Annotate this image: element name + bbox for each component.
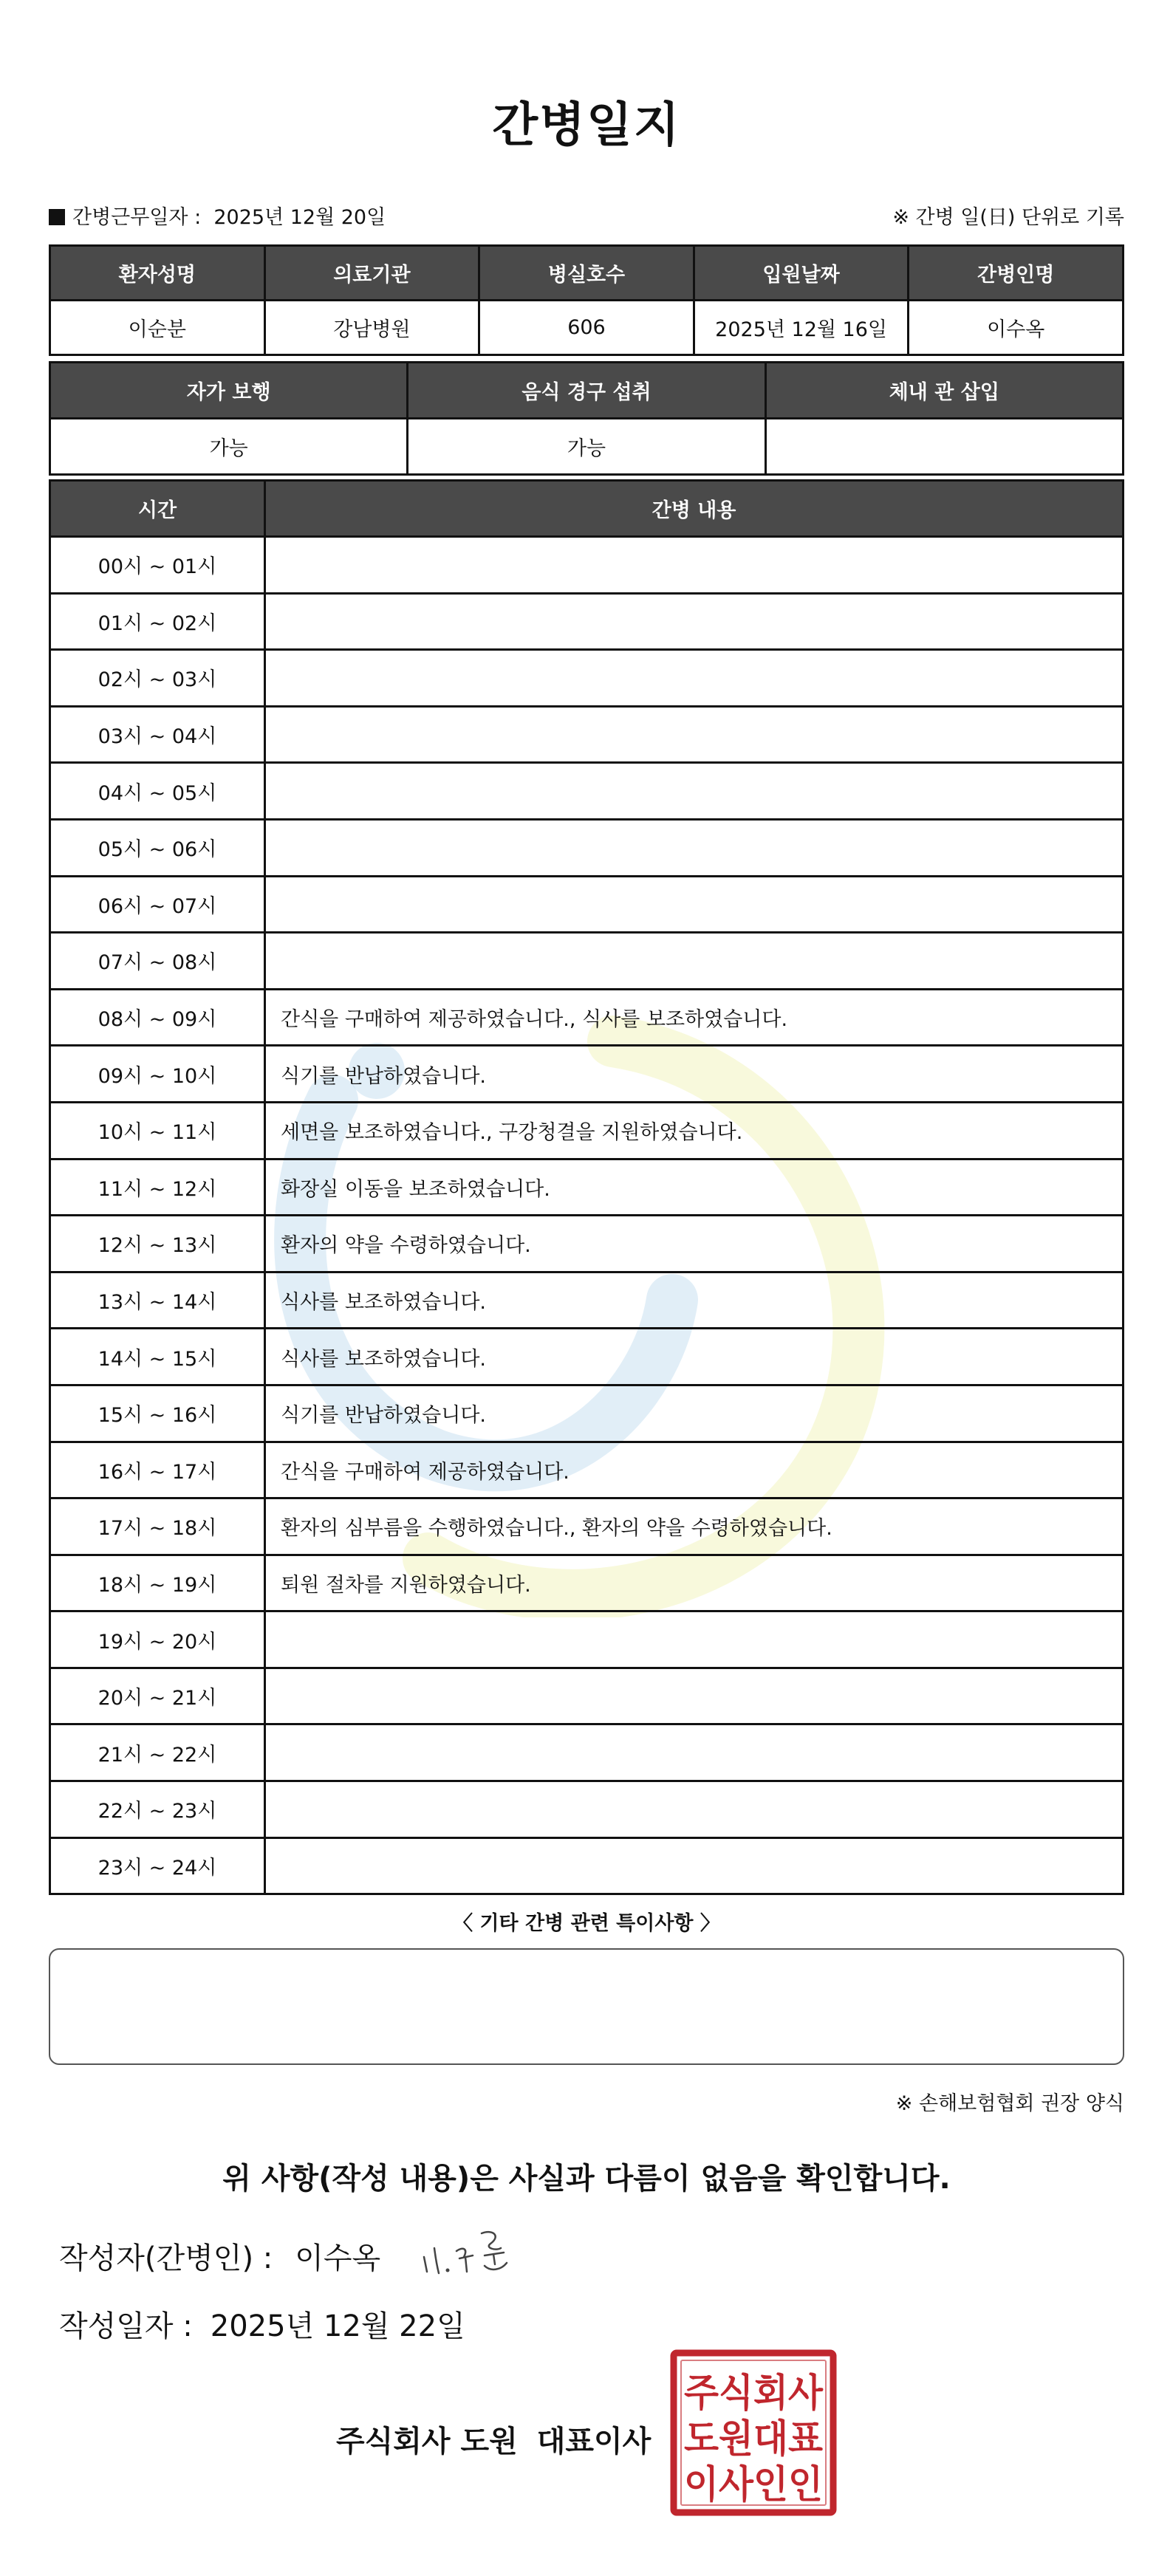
meta-row: [49, 201, 1124, 232]
log-row: [50, 593, 1124, 650]
log-time-cell: 01시 ~ 02시: [50, 593, 265, 650]
log-content-cell: [265, 819, 1124, 876]
written-date-label: 작성일자 :: [59, 2309, 193, 2343]
work-date-label: 간병근무일자 :: [72, 206, 202, 229]
log-content-cell: 환자의 약을 수령하였습니다.: [265, 1216, 1124, 1272]
log-content-cell: 간식을 구매하여 제공하였습니다.: [265, 1442, 1124, 1498]
self-walking-value: 가능: [50, 419, 408, 475]
log-content-cell: [265, 650, 1124, 707]
patient-value-row: [50, 301, 1124, 355]
log-content-cell: 간식을 구매하여 제공하였습니다., 식사를 보조하였습니다.: [265, 989, 1124, 1046]
log-time-cell: 11시 ~ 12시: [50, 1159, 265, 1216]
log-time-cell: 19시 ~ 20시: [50, 1611, 265, 1668]
log-row: [50, 1272, 1124, 1329]
svg-text:이사인인: 이사인인: [684, 2463, 823, 2507]
log-row: [50, 1159, 1124, 1216]
log-time-cell: 14시 ~ 15시: [50, 1329, 265, 1385]
log-row: [50, 1611, 1124, 1668]
tube-insertion-value: [765, 419, 1123, 475]
patient-name: 이순분: [50, 301, 265, 355]
log-time-cell: 10시 ~ 11시: [50, 1102, 265, 1159]
caregiver-name: 이수옥: [909, 301, 1124, 355]
log-time-cell: 06시 ~ 07시: [50, 876, 265, 933]
log-row: [50, 933, 1124, 990]
admission-date: 2025년 12월 16일: [694, 301, 909, 355]
log-row: [50, 1329, 1124, 1385]
log-row: [50, 537, 1124, 594]
patient-status-table: [49, 361, 1124, 476]
log-header-row: [50, 481, 1124, 537]
log-content-cell: [265, 933, 1124, 990]
log-time-cell: 22시 ~ 23시: [50, 1781, 265, 1838]
log-row: [50, 650, 1124, 707]
patient-info-table: [49, 244, 1124, 356]
writer-label: 작성자(간병인) :: [59, 2241, 273, 2275]
confirmation-text: 위 사항(작성 내용)은 사실과 다름이 없음을 확인합니다.: [222, 2162, 951, 2196]
header-care-content: 간병 내용: [265, 481, 1124, 537]
log-content-cell: 식사를 보조하였습니다.: [265, 1329, 1124, 1385]
header-patient-name: 환자성명: [50, 246, 265, 301]
log-time-cell: 09시 ~ 10시: [50, 1046, 265, 1103]
log-time-cell: 13시 ~ 14시: [50, 1272, 265, 1329]
log-row: [50, 1668, 1124, 1724]
log-row: [50, 1046, 1124, 1103]
special-notes-box: [49, 1948, 1124, 2065]
log-time-cell: 16시 ~ 17시: [50, 1442, 265, 1498]
room-number: 606: [479, 301, 694, 355]
company-name: 주식회사 도원: [336, 2425, 518, 2459]
log-time-cell: 00시 ~ 01시: [50, 537, 265, 594]
log-row: [50, 1442, 1124, 1498]
header-oral-intake: 음식 경구 섭취: [408, 363, 765, 419]
record-unit-note: ※ 간병 일(日) 단위로 기록: [892, 206, 1124, 229]
log-content-cell: [265, 1611, 1124, 1668]
log-content-cell: 식사를 보조하였습니다.: [265, 1272, 1124, 1329]
header-self-walking: 자가 보행: [50, 363, 408, 419]
work-date-line: [49, 201, 386, 230]
log-time-cell: 03시 ~ 04시: [50, 706, 265, 763]
square-bullet-icon: [49, 209, 65, 225]
log-content-cell: [265, 763, 1124, 820]
log-content-cell: [265, 537, 1124, 594]
log-time-cell: 08시 ~ 09시: [50, 989, 265, 1046]
writer-name: 이수옥: [295, 2241, 381, 2275]
log-row: [50, 706, 1124, 763]
recommend-note: ※ 손해보험협회 권장 양식: [895, 2092, 1124, 2115]
log-content-cell: 환자의 심부름을 수행하였습니다., 환자의 약을 수령하였습니다.: [265, 1498, 1124, 1555]
header-caregiver: 간병인명: [909, 246, 1124, 301]
status-header-row: [50, 363, 1124, 419]
written-date-line: [59, 2303, 465, 2345]
log-content-cell: 세면을 보조하였습니다., 구강청결을 지원하였습니다.: [265, 1102, 1124, 1159]
hospital-name: 강남병원: [264, 301, 479, 355]
log-body: [50, 537, 1124, 1894]
header-time: 시간: [50, 481, 265, 537]
log-content-cell: [265, 876, 1124, 933]
log-row: [50, 1216, 1124, 1272]
log-time-cell: 17시 ~ 18시: [50, 1498, 265, 1555]
log-content-cell: 식기를 반납하였습니다.: [265, 1046, 1124, 1103]
log-content-cell: 식기를 반납하였습니다.: [265, 1385, 1124, 1442]
log-time-cell: 04시 ~ 05시: [50, 763, 265, 820]
log-row: [50, 1498, 1124, 1555]
svg-text:주식회사: 주식회사: [684, 2371, 824, 2416]
svg-text:도원대표: 도원대표: [684, 2417, 823, 2462]
log-content-cell: [265, 1781, 1124, 1838]
log-time-cell: 02시 ~ 03시: [50, 650, 265, 707]
log-time-cell: 23시 ~ 24시: [50, 1837, 265, 1894]
oral-intake-value: 가능: [408, 419, 765, 475]
log-time-cell: 21시 ~ 22시: [50, 1724, 265, 1781]
log-time-cell: 07시 ~ 08시: [50, 933, 265, 990]
notes-title: 〈 기타 간병 관련 특이사항 〉: [453, 1912, 720, 1935]
log-content-cell: [265, 1724, 1124, 1781]
log-time-cell: 20시 ~ 21시: [50, 1668, 265, 1724]
patient-header-row: [50, 246, 1124, 301]
log-content-cell: [265, 1668, 1124, 1724]
log-row: [50, 876, 1124, 933]
log-row: [50, 989, 1124, 1046]
header-admission-date: 입원날짜: [694, 246, 909, 301]
log-time-cell: 12시 ~ 13시: [50, 1216, 265, 1272]
written-date-value: 2025년 12월 22일: [210, 2309, 465, 2343]
log-row: [50, 1724, 1124, 1781]
log-content-cell: 퇴원 절차를 지원하였습니다.: [265, 1555, 1124, 1611]
log-row: [50, 1781, 1124, 1838]
handwritten-signature: [414, 2219, 517, 2285]
page-title: 간병일지: [492, 98, 681, 153]
log-row: [50, 763, 1124, 820]
work-date-value: 2025년 12월 20일: [213, 206, 386, 229]
log-row: [50, 1102, 1124, 1159]
writer-line: [59, 2235, 380, 2277]
log-row: [50, 1385, 1124, 1442]
log-content-cell: [265, 1837, 1124, 1894]
header-room: 병실호수: [479, 246, 694, 301]
log-time-cell: 05시 ~ 06시: [50, 819, 265, 876]
log-row: [50, 819, 1124, 876]
log-content-cell: 화장실 이동을 보조하였습니다.: [265, 1159, 1124, 1216]
header-tube-insertion: 체내 관 삽입: [765, 363, 1123, 419]
log-row: [50, 1555, 1124, 1611]
log-content-cell: [265, 706, 1124, 763]
log-time-cell: 15시 ~ 16시: [50, 1385, 265, 1442]
header-hospital: 의료기관: [264, 246, 479, 301]
log-time-cell: 18시 ~ 19시: [50, 1555, 265, 1611]
status-value-row: [50, 419, 1124, 475]
log-row: [50, 1837, 1124, 1894]
care-log-table: [49, 479, 1124, 1895]
log-content-cell: [265, 593, 1124, 650]
company-line: [336, 2418, 651, 2460]
company-seal-stamp: [669, 2349, 838, 2517]
ceo-title: 대표이사: [536, 2425, 652, 2459]
